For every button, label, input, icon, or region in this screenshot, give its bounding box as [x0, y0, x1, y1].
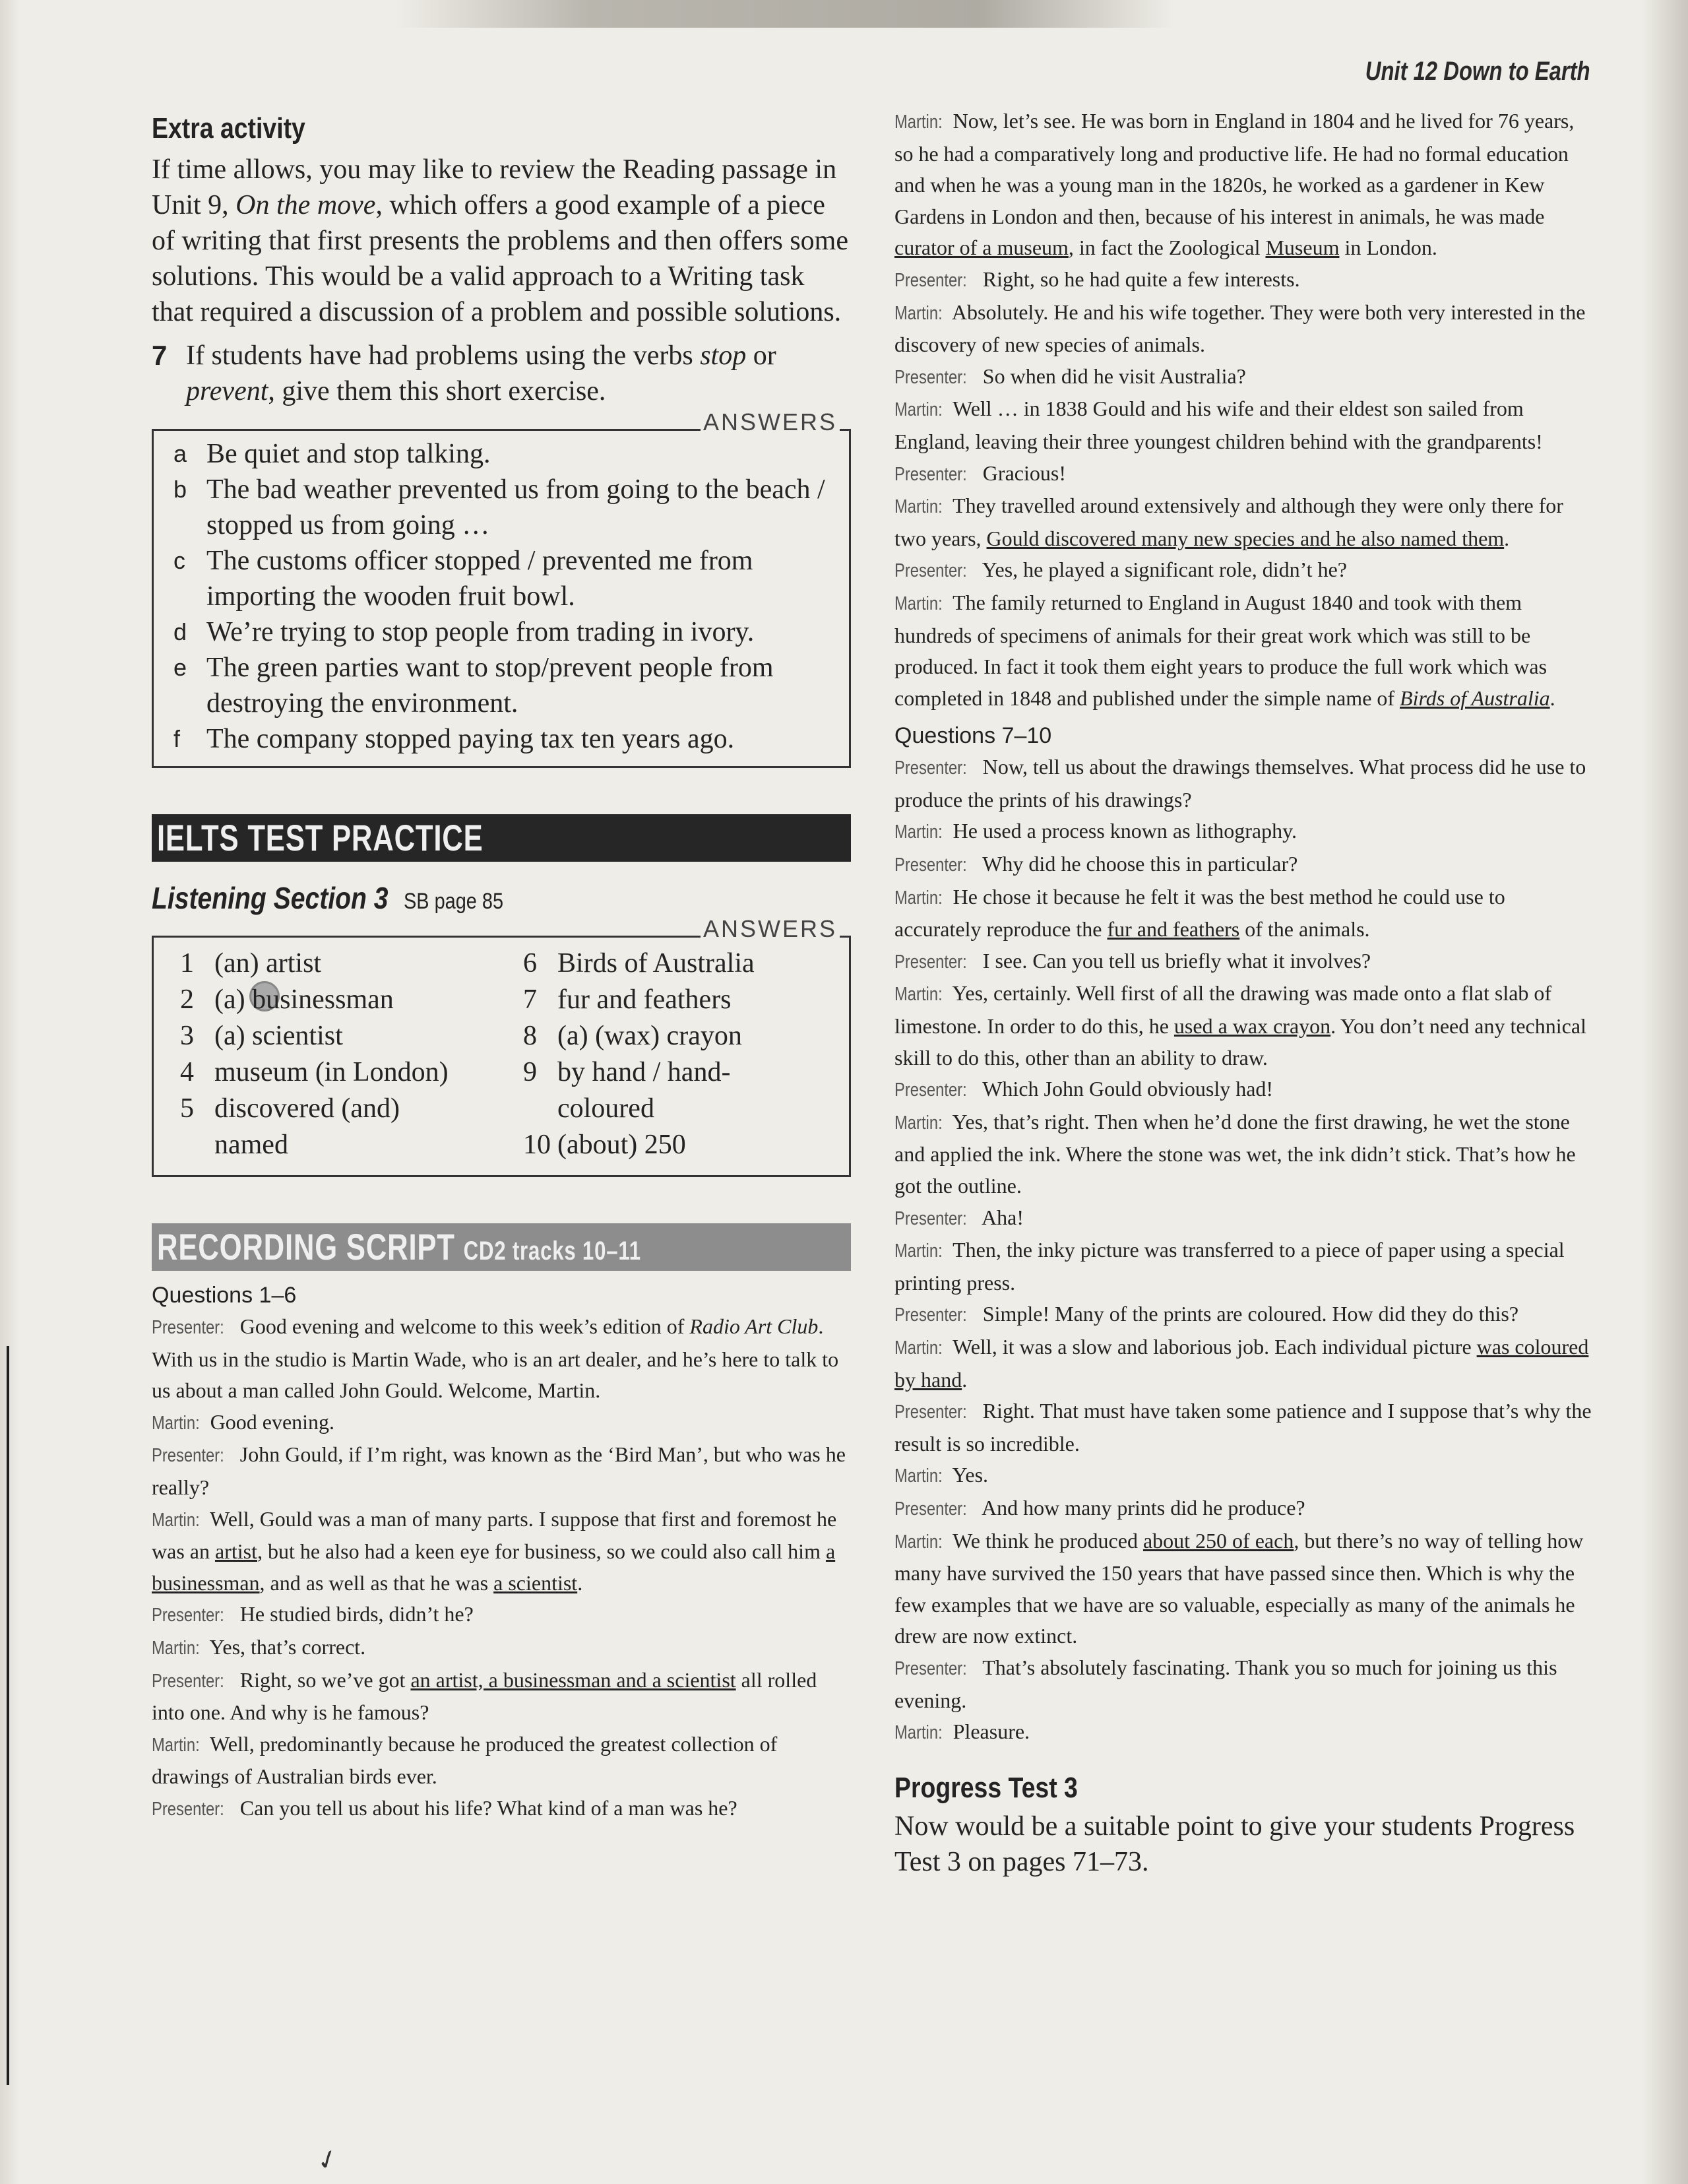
- answers-grid: [154, 938, 849, 1175]
- script-line: Presenter: Aha!: [894, 1205, 1024, 1229]
- answer-item: 10 (about) 250: [523, 1130, 686, 1160]
- script-line: Martin: Well, it was a slow and laborious job. Each individual picture was coloured by hand.: [894, 1334, 1589, 1392]
- page-shadow-right: [1642, 0, 1688, 2184]
- script-line: Martin: Yes, certainly. Well first of all the drawing was made onto a flat slab of limestone. In order to do this, he used a wax crayon. You don’t need any technical skill to do this, other than an ability to draw.: [894, 981, 1586, 1070]
- script-line: Presenter: Can you tell us about his life? What kind of a man was he?: [152, 1795, 737, 1820]
- script-line: Martin: Well, predominantly because he produced the greatest collection of drawings of Australian birds ever.: [152, 1731, 778, 1789]
- script-line: Presenter: That’s absolutely fascinating. Thank you so much for joining us this evening.: [894, 1655, 1557, 1712]
- item-7-text: If students have had problems using the verbs stop or prevent, give them this short exercise.: [186, 340, 776, 406]
- script-line: Presenter: He studied birds, didn’t he?: [152, 1602, 474, 1626]
- script-line: Martin: Well … in 1838 Gould and his wife and their eldest son sailed from England, leaving their three youngest children behind with the grandparents!: [894, 397, 1543, 453]
- script-part-3: [894, 752, 1594, 1749]
- script-line: Martin: He chose it because he felt it was the best method he could use to accurately reproduce the fur and feathers of the animals.: [894, 884, 1505, 942]
- questions-7-10-heading: Questions 7–10: [894, 723, 1052, 749]
- answer-item: 6 Birds of Australia: [523, 948, 755, 979]
- script-line: Presenter: Right. That must have taken some patience and I suppose that’s why the result is so incredible.: [894, 1399, 1592, 1456]
- answer-item: 1 (an) artist: [180, 948, 322, 979]
- script-line: Martin: Yes, that’s right. Then when he’d done the first drawing, he wet the stone and applied the ink. Where the stone was wet, the ink didn’t stick. That’s how he got the outline.: [894, 1109, 1576, 1198]
- unit-title: Down to Earth: [1443, 57, 1590, 86]
- answer-item: 2 (a) businessman: [180, 984, 394, 1015]
- script-line: Presenter: And how many prints did he produce?: [894, 1495, 1305, 1520]
- script-line: Presenter: I see. Can you tell us briefly what it involves?: [894, 948, 1371, 973]
- script-line: Presenter: Which John Gould obviously had!: [894, 1077, 1274, 1101]
- page-shadow-left: [0, 0, 20, 2184]
- answer-row: b The bad weather prevented us from going to the beach / stopped us from going …: [173, 474, 825, 540]
- script-line: Presenter: So when did he visit Australia?: [894, 364, 1246, 388]
- answer-row: a Be quiet and stop talking.: [173, 439, 491, 469]
- script-line: Presenter: Yes, he played a significant role, didn’t he?: [894, 558, 1347, 582]
- answers-label: ANSWERS: [701, 408, 840, 436]
- answer-row: c The customs officer stopped / prevented me from importing the wooden fruit bowl.: [173, 546, 753, 612]
- recording-script-banner: RECORDING SCRIPT CD2 tracks 10–11: [152, 1223, 851, 1271]
- right-column: [894, 106, 1594, 1880]
- answers-label: ANSWERS: [701, 915, 840, 943]
- item-7: [152, 338, 851, 409]
- script-line: Martin: Now, let’s see. He was born in England in 1804 and he lived for 76 years, so he had a comparatively long and productive life. He had no formal education and when he was a young man in the 1820s, he worked as a gardener in Kew Gardens in London and then, because of his interest in animals, he was made curator of a museum, in fact the Zoological Museum in London.: [894, 109, 1575, 260]
- script-line: Presenter: Gracious!: [894, 461, 1066, 485]
- answer-item: 5 discovered (and) named: [180, 1093, 400, 1160]
- listening-section-heading: Listening Section 3 SB page 85: [152, 881, 503, 915]
- answer-item: 9 by hand / hand-coloured: [523, 1057, 731, 1124]
- left-column: [152, 106, 851, 1826]
- script-line: Martin: Pleasure.: [894, 1719, 1030, 1744]
- binding-edge: [7, 1346, 9, 2085]
- unit-number: Unit 12: [1365, 57, 1438, 86]
- answer-item: 8 (a) (wax) crayon: [523, 1021, 742, 1051]
- script-line: Martin: The family returned to England in August 1840 and took with them hundreds of specimens of animals for their great work which was still to be produced. In fact it took them eight years to produce the full work which was completed in 1848 and published under the simple name of Birds of Australia.: [894, 590, 1555, 710]
- answers-box-2: [152, 915, 851, 1177]
- answers-box-1: [152, 408, 851, 768]
- answer-item: 7 fur and feathers: [523, 984, 732, 1015]
- script-line: Presenter: Simple! Many of the prints are coloured. How did they do this?: [894, 1302, 1519, 1326]
- script-line: Martin: Good evening.: [152, 1409, 335, 1434]
- script-line: Presenter: John Gould, if I’m right, was known as the ‘Bird Man’, but who was he really?: [152, 1442, 846, 1499]
- ielts-test-practice-banner: IELTS TEST PRACTICE: [152, 814, 851, 862]
- progress-test-body: Now would be a suitable point to give your students Progress Test 3 on pages 71–73.: [894, 1811, 1575, 1877]
- answers-list: [154, 431, 849, 766]
- progress-test-heading: Progress Test 3: [894, 1771, 1078, 1804]
- script-line: Martin: Yes, that’s correct.: [152, 1634, 366, 1659]
- page-shadow-top: [396, 0, 1174, 28]
- script-line: Martin: He used a process known as lithography.: [894, 819, 1297, 843]
- extra-activity-paragraph: If time allows, you may like to review the Reading passage in Unit 9, On the move, which offers a good example of a piece of writing that first presents the problems and then offers some solutions. This would be a valid approach to a Writing task that required a discussion of a problem and possible solutions.: [152, 154, 848, 327]
- answer-item: 3 (a) scientist: [180, 1021, 343, 1051]
- script-line: Martin: Well, Gould was a man of many parts. I suppose that first and foremost he was an artist, but he also had a keen eye for business, so we could also call him a businessman, and as well as that he was a scientist.: [152, 1506, 837, 1595]
- questions-1-6-heading: Questions 1–6: [152, 1283, 297, 1308]
- script-line: Martin: Then, the inky picture was transferred to a piece of paper using a special printing press.: [894, 1238, 1565, 1295]
- answer-row: d We’re trying to stop people from trading in ivory.: [173, 617, 755, 647]
- answer-row: e The green parties want to stop/prevent people from destroying the environment.: [173, 653, 774, 719]
- script-line: Presenter: Right, so he had quite a few interests.: [894, 267, 1300, 291]
- answers-col-1: [180, 946, 523, 1163]
- script-line: Martin: Yes.: [894, 1463, 989, 1487]
- script-line: Presenter: Good evening and welcome to this week’s edition of Radio Art Club. With us in the studio is Martin Wade, who is an art dealer, and he’s here to talk to us about a man called John Gould. Welcome, Martin.: [152, 1314, 839, 1403]
- script-line: Presenter: Now, tell us about the drawings themselves. What process did he use to produce the prints of his drawings?: [894, 755, 1586, 812]
- script-line: Presenter: Right, so we’ve got an artist, a businessman and a scientist all rolled into one. And why is he famous?: [152, 1667, 817, 1725]
- script-line: Martin: We think he produced about 250 of each, but there’s no way of telling how many have survived the 150 years that have passed since then. Which is why the few examples that we have are so valuable, especially as many of the animals he drew are now extinct.: [894, 1528, 1584, 1648]
- item-7-number: 7: [152, 340, 168, 371]
- script-part-1: [152, 1311, 851, 1826]
- answer-item: 4 museum (in London): [180, 1057, 449, 1087]
- pen-mark: ✓: [312, 2142, 344, 2178]
- extra-activity-heading: Extra activity: [152, 112, 305, 145]
- answers-col-2: [523, 946, 840, 1163]
- answer-row: f The company stopped paying tax ten years ago.: [173, 724, 735, 754]
- running-header: [1365, 57, 1590, 86]
- script-part-2: [894, 106, 1594, 714]
- script-line: Martin: They travelled around extensively and although they were only there for two years, Gould discovered many new species and he also named them.: [894, 494, 1563, 550]
- script-line: Presenter: Why did he choose this in particular?: [894, 852, 1298, 876]
- script-line: Martin: Absolutely. He and his wife together. They were both very interested in the discovery of new species of animals.: [894, 300, 1586, 357]
